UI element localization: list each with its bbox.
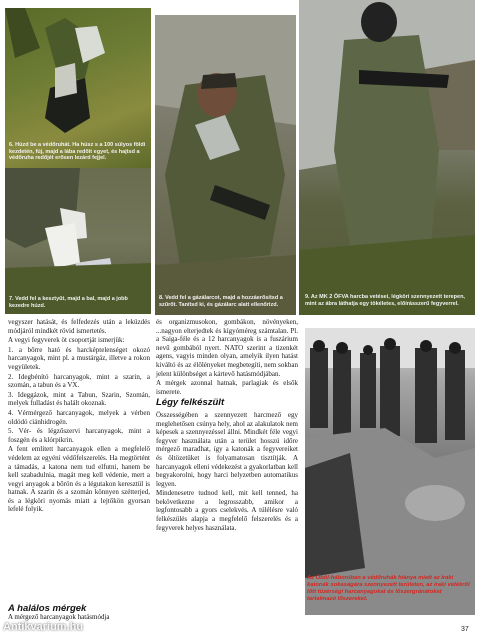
watermark: Antikvarium.hu xyxy=(3,621,84,633)
list-item: 2. Idegbénító harcanyagok, mint a szarin, a szomán, a tabun és a VX. xyxy=(8,372,150,390)
paragraph: vegyszer hatását, és felfedezés után a leküzdés módjáról mindkét rövid ismertetés. xyxy=(8,318,150,335)
photo-soldier-standing-mask xyxy=(299,0,475,315)
paragraph: A mérgek azonnal hatnak, parlagiak és elsők ismerete. xyxy=(156,379,298,396)
article-column-middle xyxy=(156,318,298,533)
page-number: 37 xyxy=(461,626,469,633)
paragraph: A mérgező harcanyagok hatásmódja xyxy=(8,613,110,621)
photo-caption: 6. Húzd be a védőruhát. Ha húsz s a 100 súlyos földi kezdetén, fúj, majd a lába redőit egyet, és hajtsd a védőruha redőjét erősen lezárd fejjel. xyxy=(9,142,146,162)
photo-soldier-gasmask-kneeling xyxy=(155,15,296,315)
photo-caption-red: Az Öböl-háborúban a védőruhák hiánya miatt az iraki katonák sokaságára szennyezett területen, az iraki vidékről lőtt tüzérségi harcanyagokat és lőszergránátokat tartalmazó lőszereket. xyxy=(307,575,470,602)
photo-soldier-gloves xyxy=(5,168,151,314)
photo-caption: 9. Az MK 2 ÖFVA harcba vetései, légköri szennyezett terepen, mint az ábra láthatja egy tökéletes, előírásszerű fegyverrel. xyxy=(305,294,465,307)
photo-iraqi-soldiers-masks xyxy=(305,328,475,615)
paragraph: A vegyi fegyverek öt csoportját ismerjük: xyxy=(8,336,125,345)
list-item: 5. Vér- és légzőszervi harcanyagok, mint a foszgén és a klórpikrin. xyxy=(8,427,150,444)
article-column-left xyxy=(8,318,150,515)
photo-soldier-gloves-illustration xyxy=(5,168,151,314)
paragraph: A fent említett harcanyagok ellen a megfelelő védelem az egyéni védőfelszerelés. Ha megtörtént a támadás, a katona nem tud elfutni, hanem be kell szabadulnia, magát meg kell védenie, mert a vegyi anyagok a bőrön és a légutakon keresztül is hatnak. A szarin és a szomán könnyen szétterjed, és a légköri nyomás miatt a lejtőkön gyorsan lefelé folyik. xyxy=(8,445,150,514)
paragraph: és organizmusokon, gombákon, növényeken, ...nagyon elterjedtek és kígyóméreg számtalan. Pl. a Saiga-féle és a 12 harcanyagok is a fuszárium nevű gombából nyert. NATO szerint a tizenkét agens, vagyis minden olyan, amelyik ilyen hatást kiváltó és az élőlényeket megbetegíti, nem sokban jelent különbséget a kártevő hatásmódjában. xyxy=(156,318,298,378)
list-item: 1. a bőrre ható és harcképtelenséget okozó harcanyagok, mint pl. a mustárgáz, illetve a rokon vegyületek. xyxy=(8,345,150,371)
photo-caption: 7. Vedd fel a kesztyűt, majd a bal, majd a jobb kezedre húzd. xyxy=(9,296,128,309)
paragraph: Mindenesetre tudnod kell, mit kell tenned, ha bekövetkezne a legrosszabb, amikor a legfontosabb a gyors cselekvés. A túlélésre való felkészülés alapja a megfelelő felszerelés és a fegyverek helyes használata. xyxy=(156,489,298,532)
section-heading: Légy felkészült xyxy=(156,397,225,409)
photo-soldier-standing-illustration xyxy=(299,0,475,315)
list-item: 3. Ideggázok, mint a Tabun, Szarin, Szomán, melyek fulladást és halált okoznak. xyxy=(8,390,150,408)
photo-soldiers-group-illustration xyxy=(305,328,475,615)
list-item: 4. Vérmérgező harcanyagok, melyek a vérben oldódó ciánhidrogén. xyxy=(8,408,150,426)
section-heading: A halálos mérgek xyxy=(8,603,87,614)
photo-soldier-kneeling-illustration xyxy=(155,15,296,315)
paragraph: Összességében a szennyezett harcmező egy meglehetősen csúnya hely, ahol az alakulatok nem képesek a szennyezéssel állni. Mindkét féle vegyi fegyver használata után a terület hosszú időre mérgező maradhat, így a katonák a fegyvereiket és öltözetüket is folyamatosan tisztítják. A harcanyagok elleni védekezést a gyakorlatban kell begyakorolni, hogy harci helyzetben automatikus legyen. xyxy=(156,410,298,488)
photo-soldier-boots xyxy=(5,8,151,168)
photo-caption: 8. Vedd fel a gázálarcot, majd a hozzáerősítsd a szűrőt. Tanítsd ki, és gázálarc alatt ellenőrizd. xyxy=(159,295,283,308)
